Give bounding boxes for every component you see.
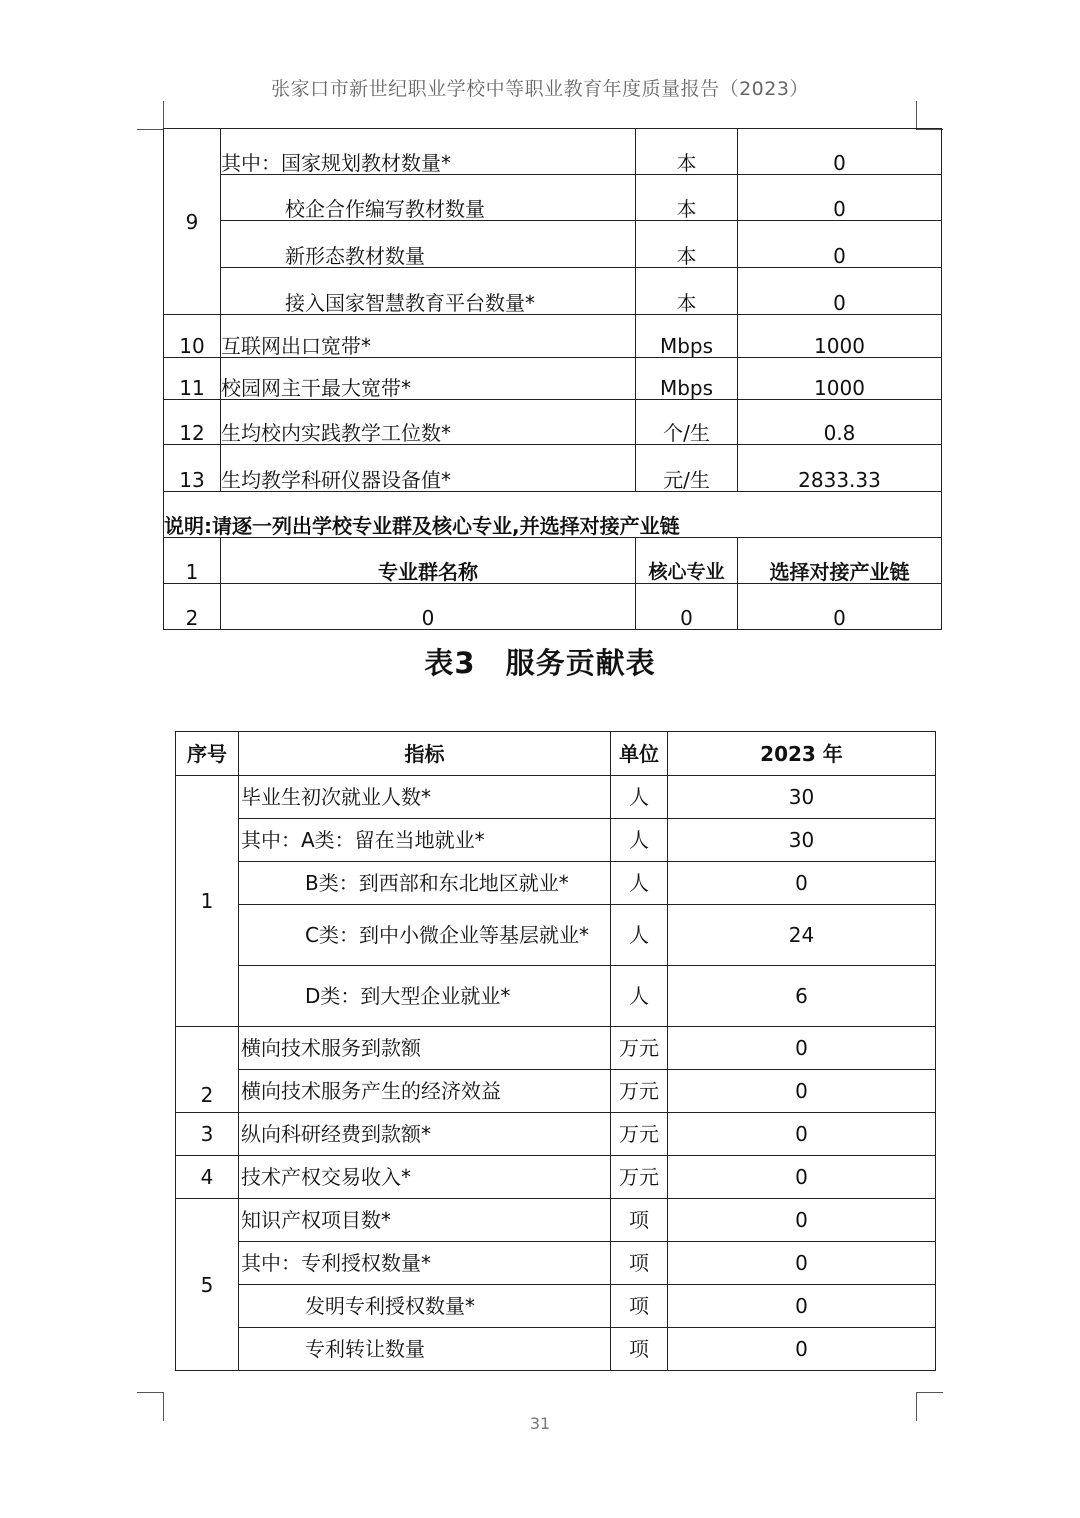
value-cell: 0.8 bbox=[738, 400, 942, 445]
table-header-row bbox=[176, 732, 936, 776]
row-number-cell: 9 bbox=[164, 129, 221, 315]
row-number-cell: 5 bbox=[176, 1199, 239, 1371]
major-group-name-cell: 0 bbox=[221, 584, 636, 630]
unit-cell: 本 bbox=[636, 129, 738, 175]
row-number-cell: 10 bbox=[164, 315, 221, 358]
unit-cell: 人 bbox=[611, 776, 668, 819]
row-number-cell: 4 bbox=[176, 1156, 239, 1199]
industry-chain-header: 选择对接产业链 bbox=[738, 538, 942, 584]
unit-cell: 万元 bbox=[611, 1113, 668, 1156]
unit-cell: 人 bbox=[611, 819, 668, 862]
table-row bbox=[176, 776, 936, 819]
unit-cell: 万元 bbox=[611, 1156, 668, 1199]
value-cell: 0 bbox=[668, 1242, 936, 1285]
unit-cell: Mbps bbox=[636, 358, 738, 400]
corner-mark-top-left bbox=[137, 101, 164, 130]
unit-cell: 万元 bbox=[611, 1027, 668, 1070]
row-number-cell: 2 bbox=[176, 1027, 239, 1113]
indicator-cell: 毕业生初次就业人数* bbox=[239, 776, 611, 819]
core-major-header: 核心专业 bbox=[636, 538, 738, 584]
unit-cell: 项 bbox=[611, 1242, 668, 1285]
indicator-cell: 其中：专利授权数量* bbox=[239, 1242, 611, 1285]
value-cell: 2833.33 bbox=[738, 445, 942, 492]
page-header-title: 张家口市新世纪职业学校中等职业教育年度质量报告（2023） bbox=[271, 78, 809, 100]
unit-cell: 个/生 bbox=[636, 400, 738, 445]
unit-cell: 项 bbox=[611, 1285, 668, 1328]
serial-number-header: 序号 bbox=[176, 732, 239, 776]
unit-cell: 项 bbox=[611, 1328, 668, 1371]
value-cell: 0 bbox=[668, 1113, 936, 1156]
indicator-cell: 其中：A类：留在当地就业* bbox=[239, 819, 611, 862]
table-row bbox=[176, 1070, 936, 1113]
value-cell: 0 bbox=[668, 1328, 936, 1371]
table-row bbox=[164, 492, 942, 538]
table-row bbox=[164, 358, 942, 400]
table-row bbox=[176, 905, 936, 966]
value-cell: 0 bbox=[738, 221, 942, 268]
indicator-cell: 接入国家智慧教育平台数量* bbox=[221, 268, 636, 315]
indicator-cell: B类：到西部和东北地区就业* bbox=[239, 862, 611, 905]
value-cell: 1000 bbox=[738, 358, 942, 400]
table-row bbox=[164, 445, 942, 492]
value-cell: 30 bbox=[668, 819, 936, 862]
indicator-cell: C类：到中小微企业等基层就业* bbox=[239, 905, 611, 966]
service-contribution-table bbox=[175, 731, 936, 1371]
table-row bbox=[164, 129, 942, 175]
unit-cell: 元/生 bbox=[636, 445, 738, 492]
table-row bbox=[176, 1242, 936, 1285]
indicator-cell: 新形态教材数量 bbox=[221, 221, 636, 268]
indicator-cell: 校企合作编写教材数量 bbox=[221, 175, 636, 221]
page-number: 31 bbox=[529, 1414, 551, 1433]
unit-header: 单位 bbox=[611, 732, 668, 776]
corner-mark-top-right bbox=[916, 101, 943, 130]
table-row bbox=[176, 862, 936, 905]
note-cell: 说明:请逐一列出学校专业群及核心专业,并选择对接产业链 bbox=[164, 492, 942, 538]
value-cell: 0 bbox=[668, 1027, 936, 1070]
table-row bbox=[164, 175, 942, 221]
value-cell: 30 bbox=[668, 776, 936, 819]
indicator-cell: D类：到大型企业就业* bbox=[239, 966, 611, 1027]
table-row bbox=[164, 584, 942, 630]
table-row bbox=[176, 1156, 936, 1199]
indicator-cell: 知识产权项目数* bbox=[239, 1199, 611, 1242]
row-number-cell: 1 bbox=[176, 776, 239, 1027]
value-cell: 0 bbox=[738, 129, 942, 175]
indicator-cell: 纵向科研经费到款额* bbox=[239, 1113, 611, 1156]
table-row bbox=[164, 268, 942, 315]
table-row bbox=[176, 966, 936, 1027]
row-number-cell: 2 bbox=[164, 584, 221, 630]
unit-cell: 人 bbox=[611, 862, 668, 905]
table-caption: 表3 服务贡献表 bbox=[424, 646, 656, 680]
value-cell: 0 bbox=[668, 1156, 936, 1199]
indicator-cell: 其中：国家规划教材数量* bbox=[221, 129, 636, 175]
table-row bbox=[176, 1199, 936, 1242]
value-cell: 0 bbox=[668, 1199, 936, 1242]
value-cell: 0 bbox=[668, 1070, 936, 1113]
core-major-cell: 0 bbox=[636, 584, 738, 630]
indicator-cell: 生均教学科研仪器设备值* bbox=[221, 445, 636, 492]
unit-cell: 人 bbox=[611, 966, 668, 1027]
unit-cell: 项 bbox=[611, 1199, 668, 1242]
table-row bbox=[176, 1113, 936, 1156]
indicator-header: 指标 bbox=[239, 732, 611, 776]
table-row bbox=[176, 819, 936, 862]
indicator-cell: 发明专利授权数量* bbox=[239, 1285, 611, 1328]
table-row bbox=[176, 1285, 936, 1328]
unit-cell: 本 bbox=[636, 221, 738, 268]
year-header: 2023 年 bbox=[668, 732, 936, 776]
indicator-cell: 专利转让数量 bbox=[239, 1328, 611, 1371]
row-number-cell: 11 bbox=[164, 358, 221, 400]
table-header-row bbox=[164, 538, 942, 584]
value-cell: 0 bbox=[738, 268, 942, 315]
value-cell: 0 bbox=[668, 1285, 936, 1328]
unit-cell: 本 bbox=[636, 268, 738, 315]
value-cell: 0 bbox=[668, 862, 936, 905]
row-number-cell: 12 bbox=[164, 400, 221, 445]
row-number-cell: 13 bbox=[164, 445, 221, 492]
table-row bbox=[176, 1027, 936, 1070]
row-number-cell: 1 bbox=[164, 538, 221, 584]
indicator-cell: 校园网主干最大宽带* bbox=[221, 358, 636, 400]
major-group-name-header: 专业群名称 bbox=[221, 538, 636, 584]
indicator-cell: 技术产权交易收入* bbox=[239, 1156, 611, 1199]
value-cell: 0 bbox=[738, 175, 942, 221]
indicator-cell: 横向技术服务到款额 bbox=[239, 1027, 611, 1070]
resource-table-continued bbox=[163, 128, 942, 630]
table-row bbox=[164, 400, 942, 445]
indicator-cell: 横向技术服务产生的经济效益 bbox=[239, 1070, 611, 1113]
row-number-cell: 3 bbox=[176, 1113, 239, 1156]
table-row bbox=[164, 221, 942, 268]
table-row bbox=[164, 315, 942, 358]
unit-cell: 万元 bbox=[611, 1070, 668, 1113]
table-row bbox=[176, 1328, 936, 1371]
value-cell: 24 bbox=[668, 905, 936, 966]
unit-cell: Mbps bbox=[636, 315, 738, 358]
indicator-cell: 生均校内实践教学工位数* bbox=[221, 400, 636, 445]
indicator-cell: 互联网出口宽带* bbox=[221, 315, 636, 358]
value-cell: 1000 bbox=[738, 315, 942, 358]
unit-cell: 本 bbox=[636, 175, 738, 221]
industry-chain-cell: 0 bbox=[738, 584, 942, 630]
unit-cell: 人 bbox=[611, 905, 668, 966]
value-cell: 6 bbox=[668, 966, 936, 1027]
